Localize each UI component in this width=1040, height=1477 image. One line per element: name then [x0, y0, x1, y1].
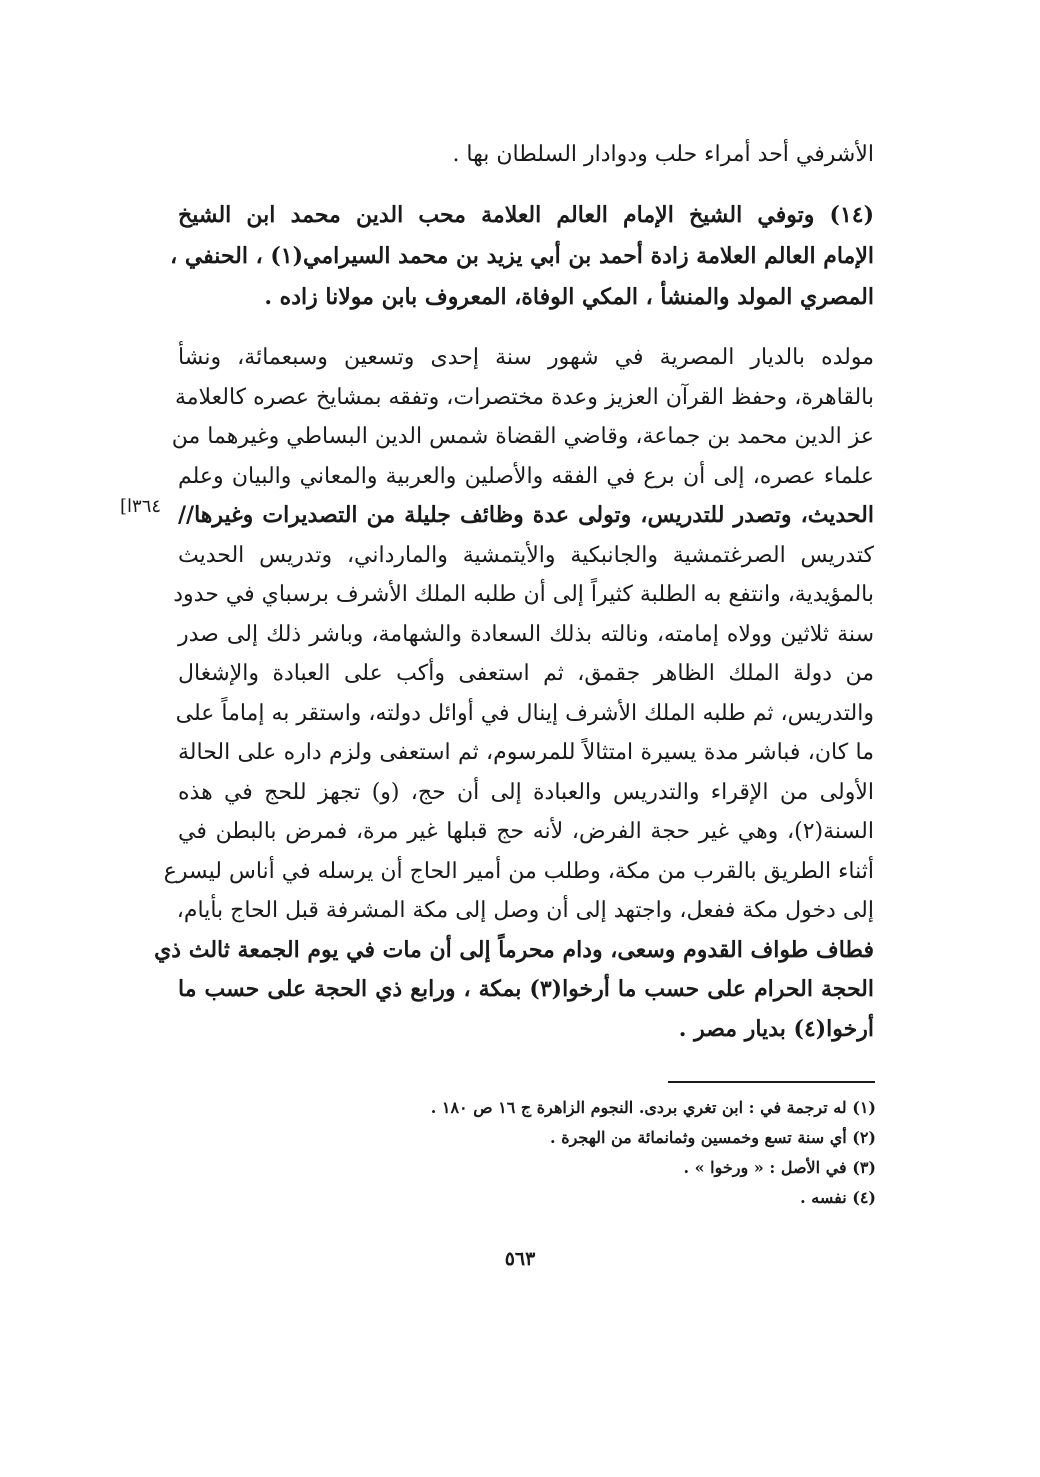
body-line: الحديث، وتصدر للتدريس، وتولى عدة وظائف جليلة من التصديرات وغيرها//	[178, 502, 874, 528]
body-line: إلى دخول مكة ففعل، واجتهد إلى أن وصل إلى مكة المشرفة قبل الحاج بأيام،	[176, 898, 874, 923]
continuation-line	[178, 135, 874, 174]
body-line: علماء عصره، إلى أن برع في الفقه والأصلين والعربية والمعاني والبيان وعلم	[178, 463, 874, 489]
heading-line: (١٤) وتوفي الشيخ الإمام العالم العلامة محب الدين محمد ابن الشيخ	[178, 202, 874, 228]
body-line: عز الدين محمد بن جماعة، وقاضي القضاة شمس الدين البساطي وغيرهما من	[171, 424, 874, 449]
footnote: (٢) أي سنة تسع وخمسين وثمانمائة من الهجرة .	[550, 1128, 876, 1147]
footnote: (١) له ترجمة في : ابن تغري بردى. النجوم الزاهرة ج ١٦ ص ١٨٠ .	[430, 1098, 876, 1117]
body-line: الحجة الحرام على حسب ما أرخوا(٣) بمكة ، ورابع ذي الحجة على حسب ما	[178, 976, 874, 1002]
text-line: الأشرفي أحد أمراء حلب ودوادار السلطان بها .	[452, 142, 874, 167]
body-line: سنة ثلاثين وولاه إمامته، ونالته بذلك السعادة والشهامة، وباشر ذلك إلى صدر	[178, 621, 874, 647]
body-line: والتدريس، ثم طلبه الملك الأشرف إينال في أوائل دولته، واستقر به إماماً على	[175, 700, 874, 726]
body-line: بالمؤيدية، وانتفع به الطلبة كثيراً إلى أن طلبه الملك الأشرف برسباي في حدود	[173, 582, 874, 607]
body-line: فطاف طواف القدوم وسعى، ودام محرماً إلى أن مات في يوم الجمعة ثالث ذي	[154, 936, 874, 963]
entry-heading	[170, 195, 874, 318]
body-line: الأولى من الإقراء والتدريس والعبادة إلى أن حج، (و) تجهز للحج في هذه	[178, 779, 874, 805]
body-line: السنة(٢)، وهي غير حجة الفرض، لأنه حج قبلها غير مرة، فمرض بالبطن في	[178, 819, 874, 844]
footnote: (٤) نفسه .	[800, 1188, 876, 1207]
body-line: أثناء الطريق بالقرب من مكة، وطلب من أمير الحاج أن يرسله في أناس ليسرع	[163, 858, 874, 884]
footnote-divider	[668, 1081, 875, 1083]
entry-body	[154, 338, 874, 1049]
body-line: من دولة الملك الظاهر جقمق، ثم استعفى وأكب على العبادة والإشغال	[178, 661, 874, 686]
heading-line: المصري المولد والمنشأ ، المكي الوفاة، المعروف بابن مولانا زاده .	[264, 284, 874, 310]
body-line: بالقاهرة، وحفظ القرآن العزيز وعدة مختصرات، وتفقه بمشايخ عصره كالعلامة	[174, 384, 874, 410]
footnote: (٣) في الأصل : « ورخوا » .	[683, 1158, 876, 1177]
heading-line: الإمام العالم العلامة زادة أحمد بن أبي يزيد بن محمد السيرامي(١) ، الحنفي ،	[170, 243, 874, 269]
body-line: مولده بالديار المصرية في شهور سنة إحدى وتسعين وسبعمائة، ونشأ	[178, 345, 874, 370]
folio-marker: [٣٦٤ا	[120, 496, 162, 517]
page-number: ٥٦٣	[504, 1248, 536, 1270]
body-line: أرخوا(٤) بديار مصر .	[678, 1015, 874, 1042]
body-line: ما كان، فباشر مدة يسيرة امتثالاً للمرسوم، ثم استعفى ولزم داره على الحالة	[178, 740, 874, 765]
footnotes	[300, 1093, 876, 1213]
body-line: كتدريس الصرغتمشية والجانبكية والأيتمشية والمارداني، وتدريس الحديث	[178, 542, 874, 568]
